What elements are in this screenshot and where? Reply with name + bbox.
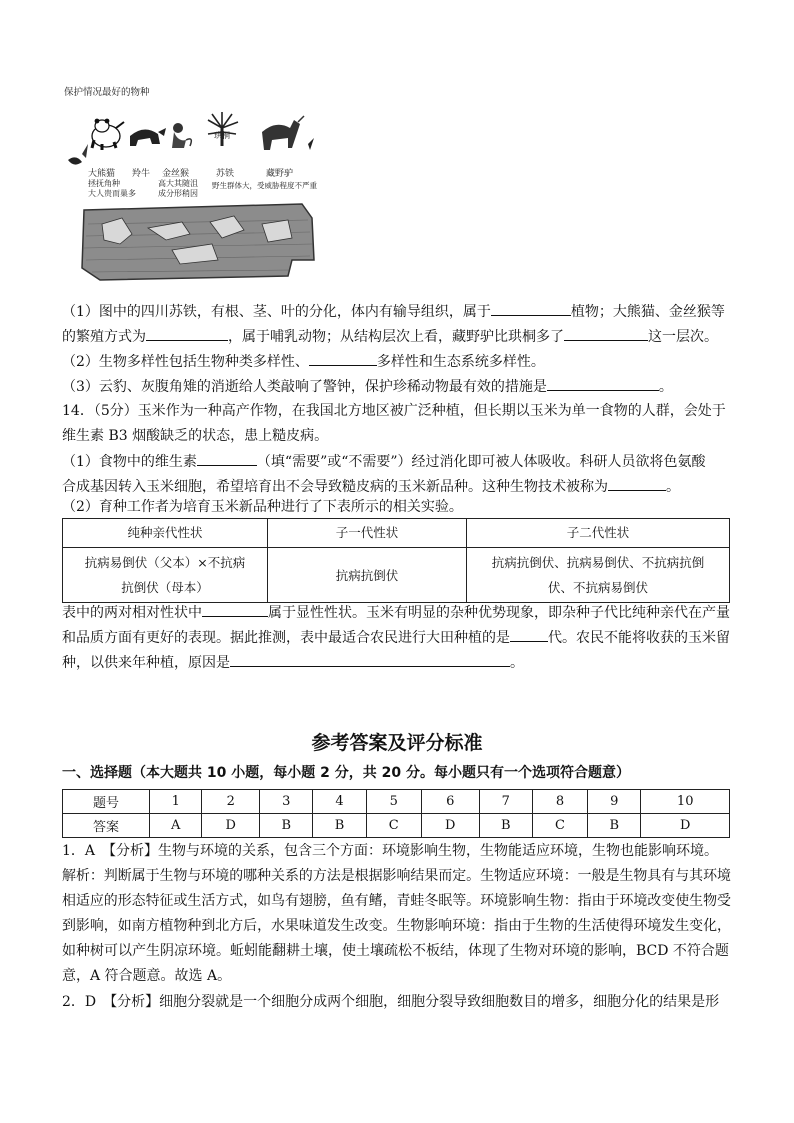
table-cell-f1: 抗病抗倒伏 [268, 548, 467, 603]
q14-line-6 [62, 602, 730, 623]
explanation-line: 如种树可以产生阴凉环境。蚯蚓能翻耕土壤，使土壤疏松不板结，体现了生物对环境的影响，BCD 不符合题 [62, 943, 729, 959]
question-number: 10 [641, 790, 730, 814]
q14-text: （1）食物中的维生素 [62, 454, 197, 470]
answer-blank [146, 326, 228, 341]
answer-letter: B [313, 814, 366, 838]
q14-stem-2: 维生素 B3 烟酸缺乏的状态，患上糙皮病。 [62, 428, 329, 444]
q14-line-7 [62, 627, 730, 648]
figure-caption: 保护情况最好的物种 [64, 87, 150, 98]
answer-blank [230, 652, 510, 667]
cell-line: 抗病易倒伏（父本）×不抗病 [84, 555, 246, 570]
q13-line-4 [62, 376, 673, 397]
question-number: 6 [421, 790, 479, 814]
q14-line-3 [62, 451, 706, 472]
q14-text: 合成基因转入玉米细胞，希望培育出不会导致糙皮病的玉米新品种。这种生物技术被称为 [62, 479, 608, 495]
label-monkey-note2: 成分形稍因 [158, 189, 198, 198]
explanation-line: 到影响，如南方植物种到北方后，水果味道发生改变。生物影响环境：指由于生物的生活使得环境发生变化， [62, 918, 731, 934]
label-kiang-note: 野生群体大，受威胁程度不严重 [212, 181, 317, 190]
label-cycad-top: 珙桐 [214, 131, 230, 140]
q14-text: 。 [510, 655, 524, 671]
q14-text: 种，以供来年种植，原因是 [62, 655, 230, 671]
answer-letter: A [150, 814, 202, 838]
q13-line-1 [62, 301, 725, 322]
panda-icon [92, 119, 124, 150]
answer-letter: D [202, 814, 260, 838]
q13-text: 多样性和生态系统多样性。 [376, 354, 545, 370]
answer-table [62, 789, 730, 838]
question-number: 7 [479, 790, 532, 814]
kiang-icon [262, 116, 304, 150]
answer-blank [564, 326, 648, 341]
q13-text: 。 [658, 379, 673, 395]
q13-text: 植物；大熊猫、金丝猴等 [570, 304, 725, 320]
answer-letter: B [479, 814, 532, 838]
label-panda-note1: 拯抚角种 [88, 179, 120, 188]
cell-line: 抗病抗倒伏、抗病易倒伏、不抗病抗倒 [491, 555, 705, 570]
cell-line: 抗倒伏（母本） [121, 580, 209, 595]
q14-text: 和品质方面有更好的表现。据此推测，表中最适合农民进行大田种植的是 [62, 630, 510, 646]
answer-blank [197, 451, 257, 466]
explanation-line: 相适应的形态特征或生活方式，如鸟有翅膀，鱼有鳍，青蛙冬眠等。环境影响生物：指由于环境改变使生物受 [62, 893, 731, 909]
row-label: 答案 [63, 814, 150, 838]
label-takin: 羚牛 [132, 169, 151, 179]
table-header: 子二代性状 [467, 519, 730, 548]
bird-icon [68, 157, 82, 164]
question-number: 9 [588, 790, 641, 814]
q13-text: 的繁殖方式为 [62, 329, 146, 345]
answer-key-title: 参考答案及评分标准 [311, 732, 483, 754]
label-panda: 大熊猫 [88, 169, 116, 179]
question-number: 8 [532, 790, 587, 814]
label-cycad: 苏铁 [216, 169, 235, 179]
table-cell-f2 [467, 548, 730, 603]
answer-blank [202, 602, 268, 617]
cell-line: 伏、不抗病易倒伏 [547, 580, 648, 595]
q13-line-3 [62, 351, 545, 372]
label-kiang: 藏野驴 [266, 169, 294, 179]
answer-blank [491, 301, 571, 316]
answer-blank [510, 627, 548, 642]
q14-line-8 [62, 652, 524, 673]
label-monkey-note1: 高大其随沮 [158, 179, 198, 188]
golden-monkey-icon [172, 123, 191, 148]
explanation-line: 解析：判断属于生物与环境的哪种关系的方法是根据影响结果而定。生物适应环境：一般是生物具有与其环境 [62, 868, 731, 884]
answer-letter: B [260, 814, 313, 838]
explanation-line: 2．D 【分析】细胞分裂就是一个细胞分成两个细胞，细胞分裂导致细胞数目的增多，细胞分化的结果是形 [62, 994, 720, 1010]
q14-line-5: （2）育种工作者为培育玉米新品种进行了下表所示的相关实验。 [62, 499, 463, 515]
breeding-experiment-table [62, 518, 730, 603]
takin-icon [130, 128, 166, 146]
label-panda-note2: 大人贵而巢多 [88, 189, 136, 198]
table-header: 纯种亲代性状 [63, 519, 268, 548]
label-monkey: 金丝猴 [162, 169, 190, 179]
table-header: 子一代性状 [268, 519, 467, 548]
q13-text: （1）图中的四川苏铁，有根、茎、叶的分化，体内有输导组织，属于 [62, 304, 491, 320]
q14-text: 表中的两对相对性状中 [62, 605, 202, 621]
row-label: 题号 [63, 790, 150, 814]
q14-text: （填“需要”或“不需要”）经过消化即可被人体吸收。科研人员欲将色氨酸 [256, 454, 706, 470]
question-number: 3 [260, 790, 313, 814]
q14-stem-1: 14．（5分）玉米作为一种高产作物，在我国北方地区被广泛种植，但长期以玉米为单一食物的人群，会处于 [62, 403, 726, 419]
q14-text: 代。农民不能将收获的玉米留 [548, 630, 730, 646]
q13-line-2 [62, 326, 718, 347]
species-protection-figure [62, 84, 330, 284]
answer-letter: C [532, 814, 587, 838]
answer-blank [547, 376, 659, 391]
question-number: 4 [313, 790, 366, 814]
table-row [63, 814, 730, 838]
answer-letter: D [421, 814, 479, 838]
answer-blank [608, 476, 666, 491]
q13-text: （3）云豹、灰腹角雉的消逝给人类敲响了警钟，保护珍稀动物最有效的措施是 [62, 379, 547, 395]
q13-text: ，属于哺乳动物；从结构层次上看，藏野驴比珙桐多了 [228, 329, 564, 345]
table-row [63, 790, 730, 814]
question-number: 2 [202, 790, 260, 814]
question-number: 5 [366, 790, 421, 814]
q13-text: （2）生物多样性包括生物种类多样性、 [62, 354, 309, 370]
section-heading: 一、选择题（本大题共 10 小题，每小题 2 分，共 20 分。每小题只有一个选项符合题意） [62, 765, 630, 781]
explanation-line: 意，A 符合题意。故选 A。 [62, 968, 232, 984]
q14-text: 。 [666, 479, 680, 495]
q13-text: 这一层次。 [648, 329, 718, 345]
question-number: 1 [150, 790, 202, 814]
answer-letter: D [641, 814, 730, 838]
q14-text: 属于显性性状。玉米有明显的杂种优势现象，即杂种子代比纯种亲代在产量 [268, 605, 730, 621]
answer-blank [309, 351, 377, 366]
table-cell-parent [63, 548, 268, 603]
q14-line-4 [62, 476, 680, 497]
explanation-line: 1．A 【分析】生物与环境的关系，包含三个方面：环境影响生物，生物能适应环境，生物也能影响环境。 [62, 843, 719, 859]
answer-letter: C [366, 814, 421, 838]
answer-letter: B [588, 814, 641, 838]
